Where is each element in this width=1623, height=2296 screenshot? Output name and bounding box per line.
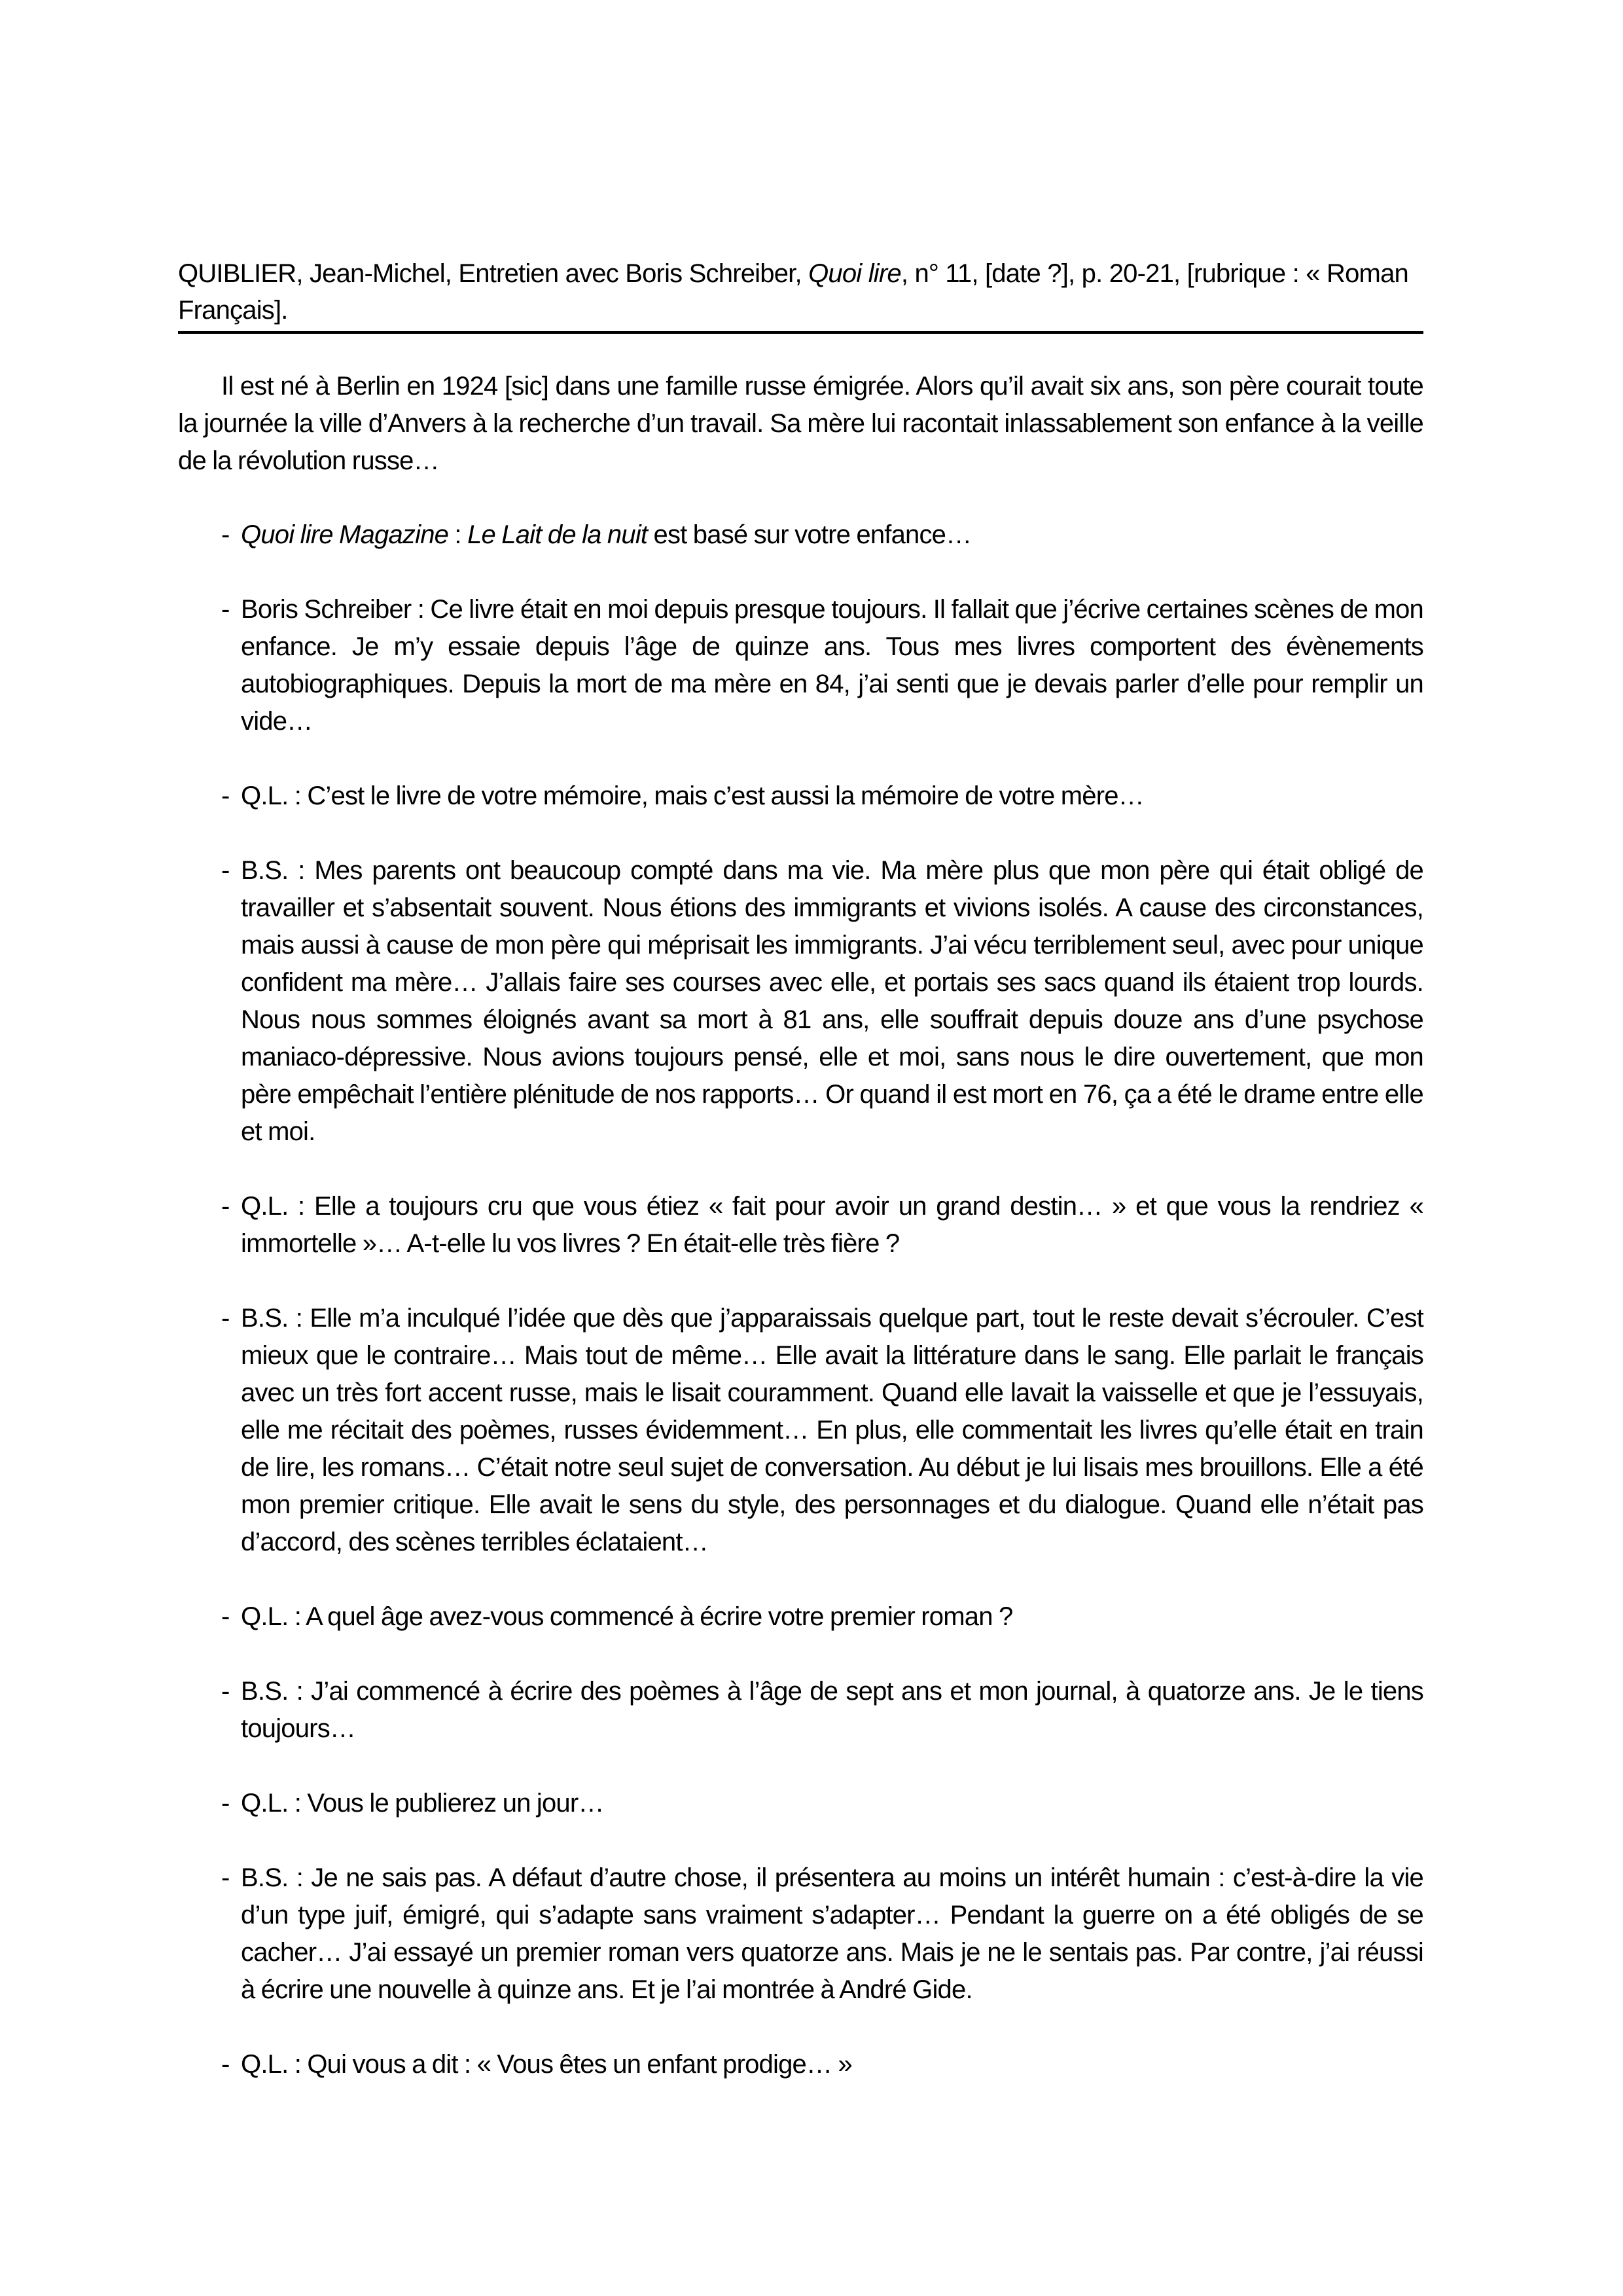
citation-author: QUIBLIER, Jean-Michel, Entretien avec Boris Schreiber, — [178, 259, 809, 288]
dialogue-turn — [178, 852, 1423, 1151]
dialogue-turn-question-1 — [178, 516, 1423, 554]
turn-text: Q.L. : C’est le livre de votre mémoire, mais c’est aussi la mémoire de votre mère… — [241, 781, 1144, 810]
dash-marker: - — [221, 1192, 230, 1221]
dialogue-turn — [178, 2046, 1423, 2083]
dialogue-turn — [178, 778, 1423, 815]
dialogue-turn — [178, 1300, 1423, 1561]
turn-text: B.S. : Mes parents ont beaucoup compté dans ma vie. Ma mère plus que mon père qui était obligé de travailler et s’absentait souvent. Nous étions des immigrants et vivions isolés. A cause des circonstances, mais aussi à cause de mon père qui méprisait les immigrants. J’ai vécu terriblement seul, avec pour unique confident ma mère… J’allais faire ses courses avec elle, et portais ses sacs quand ils étaient trop lourds. Nous nous sommes éloignés avant sa mort à 81 ans, elle souffrait depuis douze ans d’une psychose maniaco-dépressive. Nous avions toujours pensé, elle et moi, sans nous le dire ouvertement, que mon père empêchait l’entière plénitude de nos rapports… Or quand il est mort en 76, ça a été le drame entre elle et moi. — [241, 856, 1423, 1146]
citation-magazine: Quoi lire — [808, 259, 901, 288]
book-title: Le Lait de la nuit — [467, 520, 648, 549]
speaker-separator: : — [448, 520, 468, 549]
dash-marker: - — [221, 1677, 230, 1706]
turn-text: Q.L. : A quel âge avez-vous commencé à écrire votre premier roman ? — [241, 1602, 1013, 1631]
dialogue-turn — [178, 1785, 1423, 1822]
dash-marker: - — [221, 1789, 230, 1818]
citation-header — [178, 255, 1423, 334]
document-page — [178, 255, 1423, 2121]
turn-text: B.S. : Elle m’a inculqué l’idée que dès que j’apparaissais quelque part, tout le reste devait s’écrouler. C’est mieux que le contraire… Mais tout de même… Elle avait la littérature dans le sang. Elle parlait le français avec un très fort accent russe, mais le lisait couramment. Quand elle lavait la vaisselle et que je l’essuyais, elle me récitait des poèmes, russes évidemment… En plus, elle commentait les livres qu’elle était en train de lire, les romans… C’était notre seul sujet de conversation. Au début je lui lisais mes brouillons. Elle a été mon premier critique. Elle avait le sens du style, des personnages et du dialogue. Quand elle n’était pas d’accord, des scènes terribles éclataient… — [241, 1304, 1423, 1556]
turn-text: Boris Schreiber : Ce livre était en moi depuis presque toujours. Il fallait que j’écrive certaines scènes de mon enfance. Je m’y essaie depuis l’âge de quinze ans. Tous mes livres comportent des évènements autobiographiques. Depuis la mort de ma mère en 84, j’ai senti que je devais parler d’elle pour remplir un vide… — [241, 595, 1423, 736]
speaker-label: Quoi lire Magazine — [241, 520, 449, 549]
dash-marker: - — [221, 1863, 230, 1892]
turn-text: B.S. : Je ne sais pas. A défaut d’autre chose, il présentera au moins un intérêt humain : c’est-à-dire la vie d’un type juif, émigré, qui s’adapte sans vraiment s’adapter… Pendant la guerre on a été obligés de se cacher… J’ai essayé un premier roman vers quatorze ans. Mais je ne le sentais pas. Par contre, j’ai réussi à écrire une nouvelle à quinze ans. Et je l’ai montrée à André Gide. — [241, 1863, 1423, 2004]
citation-details: , n° 11, [date ?], p. 20-21, [rubrique : « Roman Français]. — [178, 259, 1408, 325]
dash-marker: - — [221, 1602, 230, 1631]
turn-text: B.S. : J’ai commencé à écrire des poèmes à l’âge de sept ans et mon journal, à quatorze ans. Je le tiens toujours… — [241, 1677, 1423, 1743]
dash-marker: - — [221, 2050, 230, 2079]
question-text: est basé sur votre enfance… — [647, 520, 972, 549]
dash-marker: - — [221, 595, 230, 624]
dash-marker: - — [221, 1304, 230, 1333]
intro-paragraph: Il est né à Berlin en 1924 [sic] dans une famille russe émigrée. Alors qu’il avait six ans, son père courait toute la journée la ville d’Anvers à la recherche d’un travail. Sa mère lui racontait inlassablement son enfance à la veille de la révolution russe… — [178, 372, 1423, 475]
interview-dialogue — [178, 516, 1423, 2083]
dialogue-turn — [178, 1673, 1423, 1748]
dialogue-turn — [178, 591, 1423, 740]
dialogue-turn — [178, 1859, 1423, 2009]
turn-text: Q.L. : Vous le publierez un jour… — [241, 1789, 604, 1818]
turn-text: Q.L. : Elle a toujours cru que vous étiez « fait pour avoir un grand destin… » et que vous la rendriez « immortelle »… A-t-elle lu vos livres ? En était-elle très fière ? — [241, 1192, 1423, 1258]
dialogue-turn — [178, 1598, 1423, 1636]
dialogue-turn — [178, 1188, 1423, 1263]
dash-marker: - — [221, 856, 230, 885]
turn-text: Q.L. : Qui vous a dit : « Vous êtes un enfant prodige… » — [241, 2050, 852, 2079]
dash-marker: - — [221, 781, 230, 810]
dash-marker: - — [221, 520, 230, 549]
